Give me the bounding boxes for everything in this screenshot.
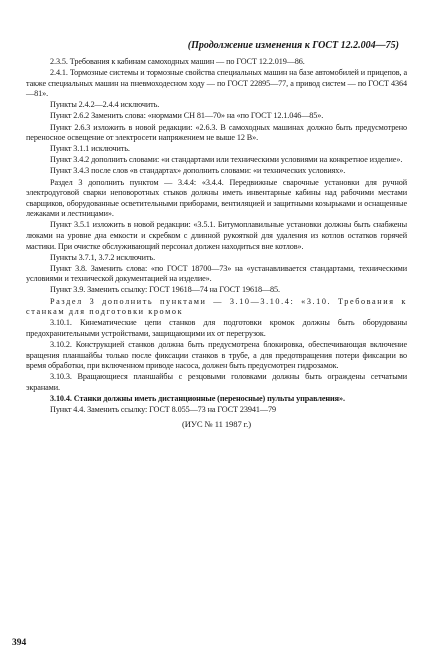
paragraph: 3.10.3. Вращающиеся планшайбы с резцовыми головками должны быть ограждены сетчатыми экранами.: [26, 372, 407, 392]
paragraph: Пункт 3.1.1 исключить.: [50, 144, 130, 154]
paragraph: 3.10.2. Конструкцией станков должна быть предусмотрена блокировка, обеспечивающая включение вращения планшайбы только после фиксации станков в трубе, а для предотвращения потери фиксации во время обработки, при включенном приводе насоса, должен быть предусмотрен гидрозамок.: [26, 339, 407, 371]
paragraph: Пункты 2.4.2—2.4.4 исключить.: [50, 100, 160, 110]
paragraph: Пункт 2.6.3 изложить в новой редакции: «2.6.3. В самоходных машинах должно быть предусмотрено переносное освещение от электросети напряжением не выше 12 В».: [26, 122, 407, 143]
paragraph: Пункт 3.4.3 после слов «в стандартах» дополнить словами: «и технических условиях».: [50, 166, 346, 176]
paragraph: 2.4.1. Тормозные системы и тормозные свойства специальных машин на базе автомобилей и прицепов, а также специальных машин на пневмоходесном ходу — по ГОСТ 22895—77, а привод систем — по ГОСТ 4364—81».: [26, 68, 407, 99]
paragraph: Пункт 2.6.2 Заменить слова: «нормами СН 81—70» на «по ГОСТ 12.1.046—85».: [50, 111, 324, 121]
footer-note: (ИУС № 11 1987 г.): [182, 418, 251, 429]
paragraph: Пункты 3.7.1, 3.7.2 исключить.: [50, 252, 156, 262]
paragraph: 3.10.4. Станки должны иметь дистанционные (переносные) пульты управления».: [50, 393, 345, 403]
paragraph: Пункт 3.8. Заменить слова: «по ГОСТ 18700—73» на «устанавливается стандартами, техническими условиями и технической документацией на изделие».: [26, 263, 407, 284]
section-heading-paragraph: Раздел 3 дополнить пунктами — 3.10—3.10.4: «3.10. Требования к станкам для подготовки кромок: [26, 296, 407, 317]
paragraph: Пункт 3.5.1 изложить в новой редакции: «3.5.1. Битумоплавильные установки должны быть снабжены люками на уровне дна емкости и скребком с длинной рукояткой для удаления из котлов остатков горячей мастики. При очистке обслуживающий персонал должен находиться вне котлов».: [26, 220, 407, 251]
paragraph: Пункт 3.9. Заменить ссылку: ГОСТ 19618—74 на ГОСТ 19618—85.: [50, 285, 280, 295]
paragraph: Раздел 3 дополнить пунктом — 3.4.4: «3.4.4. Передвижные сварочные установки для ручной электродуговой сварки неповоротных стыков должны иметь инвентарные кабины над рабочими местами сварщиков, оборудованные осветительными приборами, вентиляцией и защитными козырьками и оснащенные лежаками и лестницами».: [26, 177, 407, 219]
paragraph: Пункт 3.4.2 дополнить словами: «и стандартами или техническими условиями на конкретное изделие».: [50, 155, 403, 165]
paragraph: Пункт 4.4. Заменить ссылку: ГОСТ 8.055—73 на ГОСТ 23941—79: [50, 405, 276, 414]
paragraph: 3.10.1. Кинематические цепи станков для подготовки кромок должны быть оборудованы предохранительными устройствами, защищающими их от перегрузок.: [26, 318, 407, 338]
paragraph: 2.3.5. Требования к кабинам самоходных машин — по ГОСТ 12.2.019—86.: [50, 57, 305, 66]
page-number: 394: [12, 638, 27, 648]
page-header: (Продолжение изменения к ГОСТ 12.2.004—75): [187, 40, 399, 51]
